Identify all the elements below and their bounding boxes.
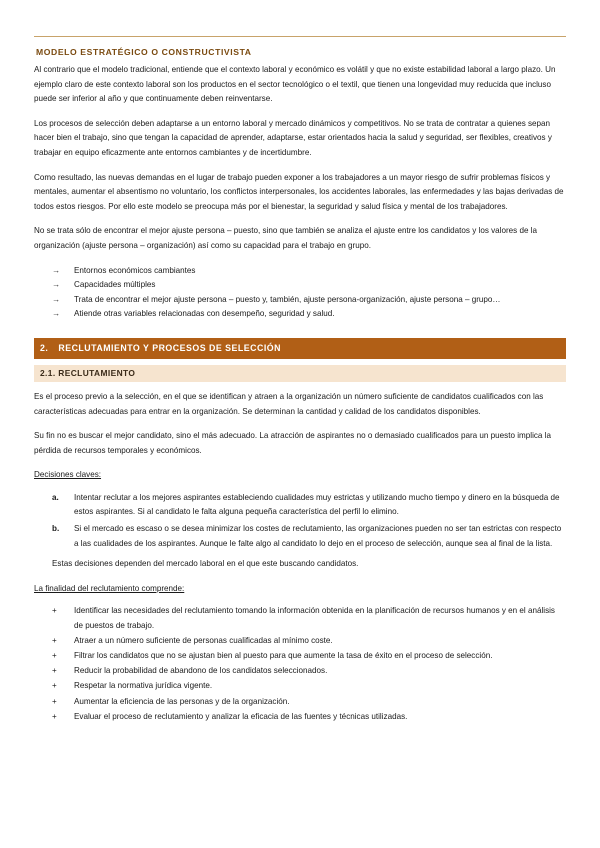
list-item: [52, 293, 566, 308]
list-item-text: Identificar las necesidades del reclutamiento tomando la información obtenida en la planificación de recursos humanos y en el análisis de puestos de trabajo.: [74, 606, 555, 631]
list-item: [52, 695, 566, 710]
model-section-title: MODELO ESTRATÉGICO O CONSTRUCTIVISTA: [36, 47, 252, 57]
section-rule: [34, 36, 566, 41]
plus-icon: +: [52, 651, 57, 661]
recruitment-paragraph: Es el proceso previo a la selección, en el que se identifican y atraen a la organización un número suficiente de candidatos cualificados con las características adecuadas para entrar en la organización. Se determinan la cantidad y calidad de los candidatos disponibles.: [34, 391, 544, 416]
section-2-heading: [34, 338, 566, 359]
purpose-list: [34, 604, 566, 724]
list-item-text: Trata de encontrar el mejor ajuste persona – puesto y, también, ajuste persona-organización, ajuste persona – grupo…: [74, 294, 501, 304]
decisions-note: Estas decisiones dependen del mercado laboral en el que este buscando candidatos.: [52, 559, 359, 569]
list-item-text: Si el mercado es escaso o se desea minimizar los costes de reclutamiento, las organizaciones pueden no ser tan estrictas con respecto a las cualidades de los aspirantes. Aunque le falte algo al candidato lo dejo en el proceso de selección, aunque sea al final de la lista.: [74, 524, 562, 548]
section-number: 2.: [40, 343, 49, 354]
model-paragraph: Al contrario que el modelo tradicional, entiende que el contexto laboral y económico es volátil y que no existe estabilidad laboral a largo plazo. Un ejemplo claro de este contexto laboral son los productos en el sector tecnológico o el textil, que tienen una longevidad muy reducida que incluso puede ser inferior al año y que continuamente deben reinventarse.: [34, 65, 556, 104]
list-marker: a.: [52, 492, 59, 502]
list-item: [52, 604, 566, 633]
plus-icon: +: [52, 666, 57, 676]
list-item-text: Aumentar la eficiencia de las personas y de la organización.: [74, 696, 290, 706]
plus-icon: +: [52, 681, 57, 691]
decisions-list: [34, 491, 566, 551]
list-marker: b.: [52, 524, 60, 534]
model-paragraph: Como resultado, las nuevas demandas en el lugar de trabajo pueden exponer a los trabajadores a un mayor riesgo de sufrir problemas físicos y mentales, aumentar el absentismo no voluntario, los conflictos interpersonales, los accidentes laborales, las enfermedades y las bajas derivadas de todos estos riesgos. Por ello este modelo se preocupa más por el bienestar, la seguridad y salud física y mental de los trabajadores.: [34, 172, 564, 211]
list-item: [52, 634, 566, 649]
list-item-text: Atiende otras variables relacionadas con desempeño, seguridad y salud.: [74, 309, 335, 319]
arrow-icon: →: [52, 309, 61, 319]
list-item: [52, 679, 566, 694]
list-item: [52, 664, 566, 679]
model-bullet-list: [34, 264, 566, 322]
recruitment-paragraph: Su fin no es buscar el mejor candidato, sino el más adecuado. La atracción de aspirantes no o demasiado cualificados para un puesto implica la pérdida de recursos temporales y económicos.: [34, 431, 551, 455]
decisions-heading: Decisiones claves:: [34, 470, 102, 480]
purpose-heading: La finalidad del reclutamiento comprende:: [34, 583, 185, 593]
list-item-text: Filtrar los candidatos que no se ajustan bien al puesto para que aumente la tasa de éxito en el proceso de selección.: [74, 651, 493, 661]
subsection-heading: 2.1. RECLUTAMIENTO: [34, 365, 566, 382]
arrow-icon: →: [52, 280, 61, 290]
list-item: [52, 307, 566, 322]
arrow-icon: →: [52, 294, 61, 304]
plus-icon: +: [52, 711, 57, 721]
plus-icon: +: [52, 606, 57, 616]
list-item-text: Evaluar el proceso de reclutamiento y analizar la eficacia de las fuentes y técnicas utilizadas.: [74, 711, 408, 721]
plus-icon: +: [52, 696, 57, 706]
list-item: [52, 278, 566, 293]
list-item: [52, 264, 566, 279]
list-item: [52, 649, 566, 664]
list-item-text: Reducir la probabilidad de abandono de los candidatos seleccionados.: [74, 666, 328, 676]
list-item-text: Intentar reclutar a los mejores aspirantes estableciendo cualidades muy estrictas y utilizando mucho tiempo y dinero en la búsqueda de estos aspirantes. Si al candidato le falta alguna pequeña característica del perfil lo elimino.: [74, 492, 560, 517]
arrow-icon: →: [52, 265, 61, 275]
list-item-text: Respetar la normativa jurídica vigente.: [74, 681, 213, 691]
list-item-text: Capacidades múltiples: [74, 280, 156, 290]
plus-icon: +: [52, 636, 57, 646]
document-page: [34, 36, 566, 725]
list-item: [52, 491, 566, 520]
list-item: [52, 522, 566, 551]
list-item-text: Atraer a un número suficiente de personas cualificadas al mínimo coste.: [74, 636, 333, 646]
list-item-text: Entornos económicos cambiantes: [74, 265, 196, 275]
section-title: RECLUTAMIENTO Y PROCESOS DE SELECCIÓN: [58, 343, 281, 354]
model-paragraph: No se trata sólo de encontrar el mejor ajuste persona – puesto, sino que también se analiza el ajuste entre los candidatos y los valores de la organización (ajuste persona – organización) así como su capacidad para el trabajo en grupo.: [34, 226, 538, 250]
list-item: [52, 710, 566, 725]
model-paragraph: Los procesos de selección deben adaptarse a un entorno laboral y mercado dinámicos y competitivos. No se trata de contratar a quienes sepan hacer bien el trabajo, sino que tengan la capacidad de aprender, adaptarse, estar orientados hacia la salud y seguridad, ser flexibles, creativos y trabajar en equipo eficazmente ante entornos cambiantes y de incertidumbre.: [34, 118, 552, 157]
